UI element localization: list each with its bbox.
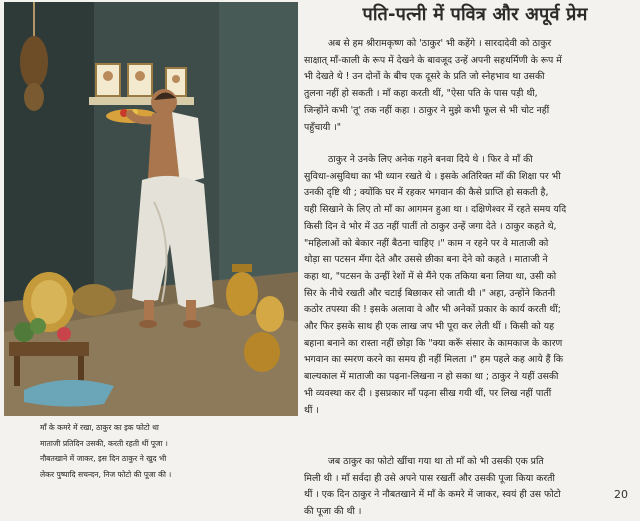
text-line: थीं । (304, 404, 319, 416)
text-line: कठोर तपस्या की ! इसके अलावा वे और भी अनेकों प्रकार के कार्य करती थीं; (304, 304, 561, 316)
paragraph-1 (304, 36, 636, 136)
paragraph-3 (304, 454, 636, 521)
text-line: किसी दिन वे भोर में उठ नहीं पातीं तो ठाकुर उन्हें जगा देते । ठाकुर कहते थे, (304, 220, 557, 232)
caption-line: लेकर पुष्पादि सचन्दन, निज फोटो की पूजा की । (40, 469, 172, 479)
text-line: मिली थी । माँ सर्वदा ही उसे अपने पास रखतीं और उसकी पूजा किया करती (304, 472, 555, 484)
low-table (9, 342, 89, 356)
brass-pot-2 (256, 296, 284, 332)
illustration-caption (40, 420, 280, 482)
wall-shelf (89, 97, 194, 105)
text-line: अब से हम श्रीरामकृष्ण को 'ठाकुर' भी कहेंगे । सारदादेवी को ठाकुर (328, 38, 552, 49)
hanging-lamp (20, 36, 48, 88)
brass-pot-3 (244, 332, 280, 372)
text-line: बहाना बनाने का रास्ता नहीं छोड़ा कि "क्या करूँ संसार के कामकाज के कारण (304, 337, 563, 349)
illustration-thakur-worship (4, 2, 298, 416)
text-line: की पूजा की थी । (304, 506, 362, 518)
text-line: जिन्होंने कभी 'तू' तक नहीं कहा । ठाकुर ने मुझे कभी फूल से भी चोट नहीं (304, 104, 550, 116)
text-line: थीं । एक दिन ठाकुर ने नौबतखाने में माँ के कमरे में जाकर, स्वयं ही उस फोटो (304, 489, 561, 501)
caption-line: माँ के कमरे में रखा, ठाकुर का इक फोटो था (40, 423, 159, 432)
illustration-drawing (4, 2, 298, 416)
text-line: जब ठाकुर का फोटो खींचा गया था तो माँ को भी उसकी एक प्रति (328, 456, 544, 467)
text-line: कहा था, "पटसन के उन्हीं रेशों में से मैंने एक तकिया बना लिया था, उसी को (304, 270, 557, 282)
caption-line: माताजी प्रतिदिन उसकी, करती रहती थीं पूजा । (40, 438, 168, 448)
text-line: साक्षात् माँ-काली के रूप में देखने के बावजूद उन्हें अपनी सहधर्मिणी के रूप में (304, 54, 562, 66)
text-line: "महिलाओं को बेकार नहीं बैठना चाहिए ।" काम न रहने पर वे माताजी को (304, 237, 549, 249)
text-line: ठाकुर ने उनके लिए अनेक गहने बनवा दिये थे । फिर वे माँ की (328, 154, 533, 165)
page-title: पति-पत्नी में पवित्र और अपूर्व प्रेम (362, 4, 588, 25)
page-number: 20 (614, 488, 628, 501)
text-line: उनकी दृष्टि थी ; क्योंकि घर में रहकर भगवान की कैसे प्राप्ति हो सकती है, (304, 187, 549, 199)
text-line: भगवान का स्मरण करने का समय ही नहीं मिलता ।" हम पहले कह आये हैं कि (304, 354, 564, 366)
text-line: सिर के नीचे रखती और चटाई बिछाकर सो जाती थी ।" अहा, उन्होंने कितनी (304, 287, 556, 299)
text-line: भी व्यवस्था कर दी । इसप्रकार माँ पढ़ना सीख गयी थीं, पर लिख नहीं पातीं (304, 387, 552, 399)
text-line: और फिर इसके साथ ही एक लाख जप भी पूरा कर लेती थीं । किसी को यह (304, 321, 555, 333)
text-line: थोड़ा सा पटसन मँगा देते और उससे छीका बना देने को कहते । माताजी ने (304, 254, 548, 266)
paragraph-2 (304, 152, 636, 419)
caption-line: नौबतखाने में जाकर, इस दिन ठाकुर ने खुद भी (40, 454, 167, 463)
basket (72, 284, 116, 316)
text-line: भी देखते थे ! उन दोनों के बीच एक दूसरे के प्रति जो स्नेहभाव था उसकी (304, 71, 545, 83)
brass-pot-1 (226, 272, 258, 316)
text-line: बाल्यकाल में माताजी का पढ़ना-लिखना न हो सका था ; ठाकुर ने यहीं उसकी (304, 371, 559, 383)
text-line: तुलना नहीं हो सकती । माँ कहा करती थीं, "ऐसा पति के पास पड़ी थी, (304, 88, 538, 100)
text-line: सुविधा-असुविधा का भी ध्यान रखते थे । इसके अतिरिक्त माँ की शिक्षा पर भी (304, 170, 561, 182)
text-line: पहुँचायी ।" (304, 121, 342, 133)
text-line: यही सिखाने के लिए तो माँ का आगमन हुआ था । दक्षिणेश्वर में रहते समय यदि (304, 204, 567, 216)
